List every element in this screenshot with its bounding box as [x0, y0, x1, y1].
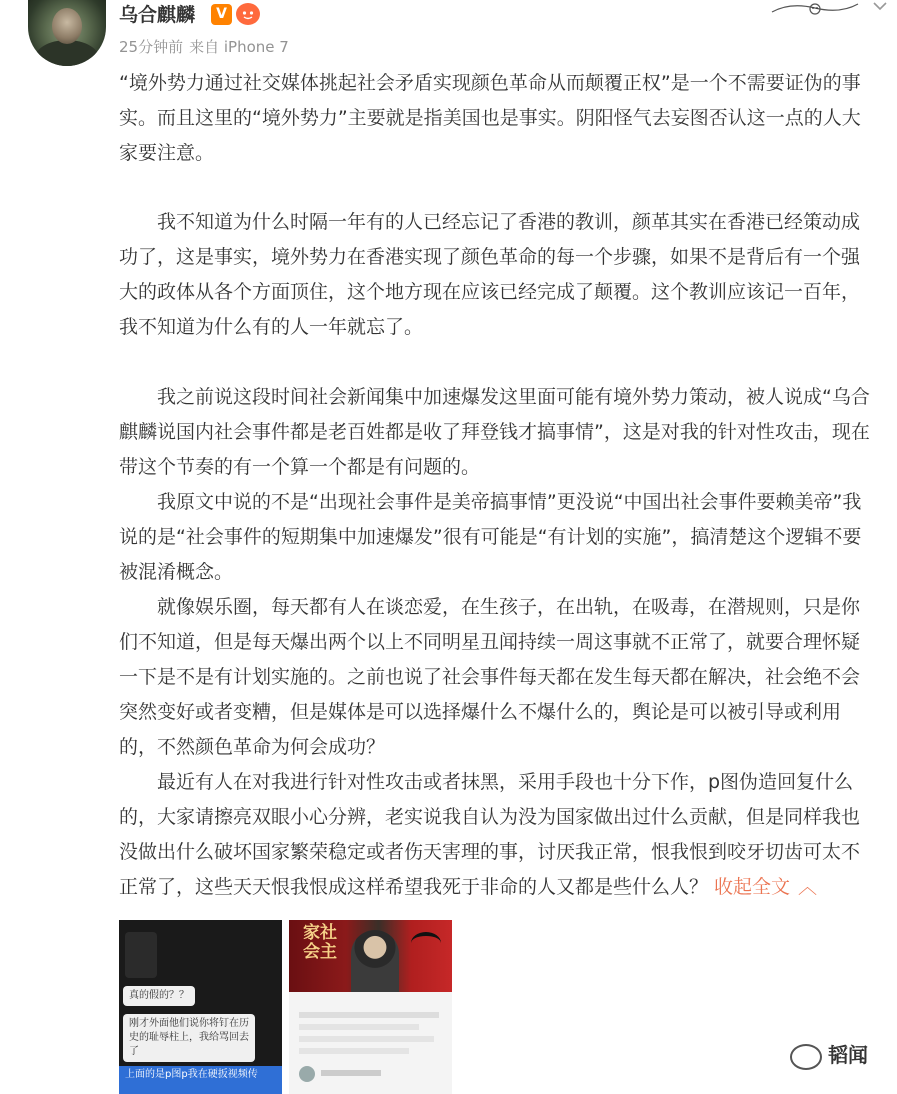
chat-bubble: 刚才外面他们说你将钉在历史的耻辱柱上，我给骂回去了 [123, 1014, 255, 1062]
post-paragraph: 我之前说这段时间社会新闻集中加速爆发这里面可能有境外势力策动，被人说成“乌合麒麟说国内社会事件都是老百姓都是收了拜登钱才搞事情”，这是对我的针对性攻击，现在带这个节奏的有一个算一个都是有问题的。 [119, 386, 870, 478]
more-options-icon[interactable] [872, 0, 888, 12]
watermark [790, 1040, 868, 1070]
chevron-up-icon: ︿ [798, 876, 818, 898]
collapse-full-text-link[interactable] [714, 876, 817, 898]
heart-face-icon [236, 3, 260, 25]
member-level-icon [236, 3, 260, 25]
post-time[interactable]: 25分钟前 [119, 38, 184, 56]
post-content [119, 66, 871, 905]
eagle-emblem-icon [411, 932, 441, 954]
post-paragraph-text: 最近有人在对我进行针对性攻击或者抹黑，采用手段也十分下作，p图伪造回复什么的，大家请擦亮双眼小心分辨，老实说我自认为没为国家做出过什么贡献，但是同样我也没做出什么破坏国家繁荣稳定或者伤天害理的事，讨厌我正常，恨我恨到咬牙切齿可太不正常了，这些天天恨我恨成这样希望我死于非命的人又都是些什么人？ [119, 771, 861, 898]
chat-blue-caption: 上面的是p图p我在硬扳视频传 [119, 1066, 282, 1094]
post-paragraph: 就像娱乐圈，每天都有人在谈恋爱，在生孩子，在出轨，在吸毒，在潜规则，只是你们不知道，但是每天爆出两个以上不同明星丑闻持续一周这事就不正常了，就要合理怀疑一下是不是有计划实施的。之前也说了社会事件每天都在发生每天都在解决，社会绝不会突然变好或者变糟，但是媒体是可以选择爆什么不爆什么的，舆论是可以被引导或利用的，不然颜色革命为何会成功？ [119, 596, 861, 758]
comment-line [299, 1036, 434, 1042]
post-paragraph-last [119, 765, 871, 905]
video-frame [289, 920, 452, 992]
post-image-video-screenshot[interactable] [289, 920, 452, 1094]
comment-line [321, 1070, 381, 1076]
chat-avatar-column [125, 932, 157, 978]
avatar-face [52, 8, 82, 44]
post-meta [119, 36, 289, 58]
comment-avatar [299, 1066, 315, 1082]
comment-line [299, 1012, 439, 1018]
username[interactable]: 乌合麒麟 [119, 4, 196, 26]
user-avatar[interactable] [28, 0, 106, 66]
chat-bubble: 真的假的？？ [123, 986, 195, 1006]
comment-line [299, 1024, 419, 1030]
post-image-chat-screenshot[interactable] [119, 920, 282, 1094]
verified-badge-icon: V [211, 4, 232, 25]
watermark-label: 韬闻 [828, 1043, 868, 1067]
post-paragraph: 我原文中说的不是“出现社会事件是美帝搞事情”更没说“中国出社会事件要赖美帝”我说的是“社会事件的短期集中加速爆发”很有可能是“有计划的实施”，搞清楚这个逻辑不要被混淆概念。 [119, 491, 862, 583]
banner-text: 家社会主 [303, 923, 337, 962]
decoration-cartoon-icon [770, 0, 860, 16]
post-source: 来自 iPhone 7 [189, 38, 289, 56]
post-paragraph: “境外势力通过社交媒体挑起社会矛盾实现颜色革命从而颠覆正权”是一个不需要证伪的事实。而且这里的“境外势力”主要就是指美国也是事实。阴阳怪气去妄图否认这一点的人大家要注意。 [119, 72, 861, 164]
collapse-label: 收起全文 [714, 876, 791, 898]
comment-line [299, 1048, 409, 1054]
wechat-icon [790, 1044, 822, 1070]
speaker-figure [351, 930, 399, 992]
post-paragraph: 我不知道为什么时隔一年有的人已经忘记了香港的教训，颜革其实在香港已经策动成功了，这是事实，境外势力在香港实现了颜色革命的每一个步骤，如果不是背后有一个强大的政体从各个方面顶住，这个地方现在应该已经完成了颠覆。这个教训应该记一百年，我不知道为什么有的人一年就忘了。 [119, 211, 861, 338]
